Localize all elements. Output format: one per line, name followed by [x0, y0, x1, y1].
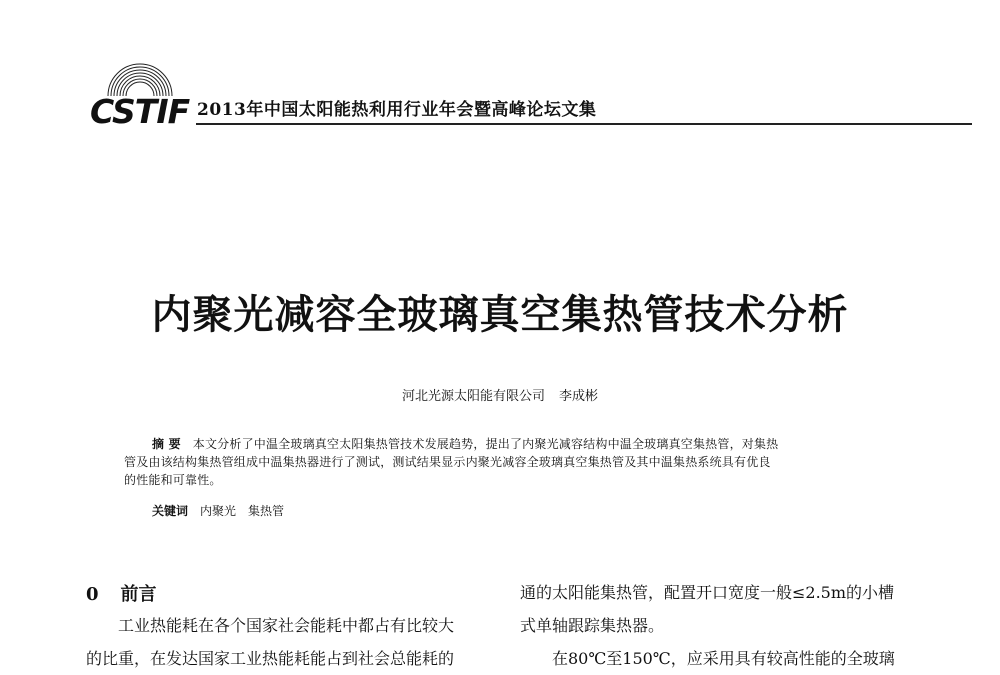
- body-column-right: [520, 576, 920, 675]
- body-line: 的比重，在发达国家工业热能耗能占到社会总能耗的: [86, 649, 455, 668]
- section-heading: [86, 580, 486, 606]
- abstract-text: 本文分析了中温全玻璃真空太阳集热管技术发展趋势，提出了内聚光减容结构中温全玻璃真空集热管，对集热: [192, 437, 779, 451]
- affiliation: 河北光源太阳能有限公司: [401, 389, 545, 404]
- body-line: 工业热能耗在各个国家社会能耗中都占有比较大: [118, 616, 455, 635]
- keywords-label: 关键词: [152, 504, 189, 518]
- body-paragraph: [86, 609, 486, 675]
- cstif-logo: [90, 58, 190, 131]
- author-name: 李成彬: [559, 389, 599, 404]
- abstract-line: [124, 435, 894, 453]
- keywords: [152, 502, 284, 519]
- page-header: [0, 0, 1000, 130]
- abstract-line: 的性能和可靠性。: [124, 473, 222, 487]
- logo-wordmark: CSTIF: [90, 92, 190, 131]
- author-line: [0, 385, 1000, 404]
- abstract: [124, 435, 894, 489]
- body-line: 通的太阳能集热管，配置开口宽度一般≤2.5m的小槽: [520, 583, 895, 602]
- proceedings-title: 2013年中国太阳能热利用行业年会暨高峰论坛文集: [197, 100, 597, 120]
- body-column-left: [86, 580, 486, 675]
- body-line: 在80℃至150℃，应采用具有较高性能的全玻璃: [552, 649, 895, 668]
- abstract-label: 摘 要: [152, 437, 181, 451]
- section-title: 前言: [120, 584, 157, 605]
- abstract-line: 管及由该结构集热管组成中温集热器进行了测试，测试结果显示内聚光减容全玻璃真空集热管及其中温集热系统具有优良: [124, 455, 771, 469]
- keywords-text: 内聚光 集热管: [200, 504, 285, 518]
- header-divider: [196, 123, 972, 125]
- paper-title: 内聚光减容全玻璃真空集热管技术分析: [151, 291, 849, 338]
- body-line: 式单轴跟踪集热器。: [520, 616, 665, 635]
- section-number: 0: [86, 584, 99, 605]
